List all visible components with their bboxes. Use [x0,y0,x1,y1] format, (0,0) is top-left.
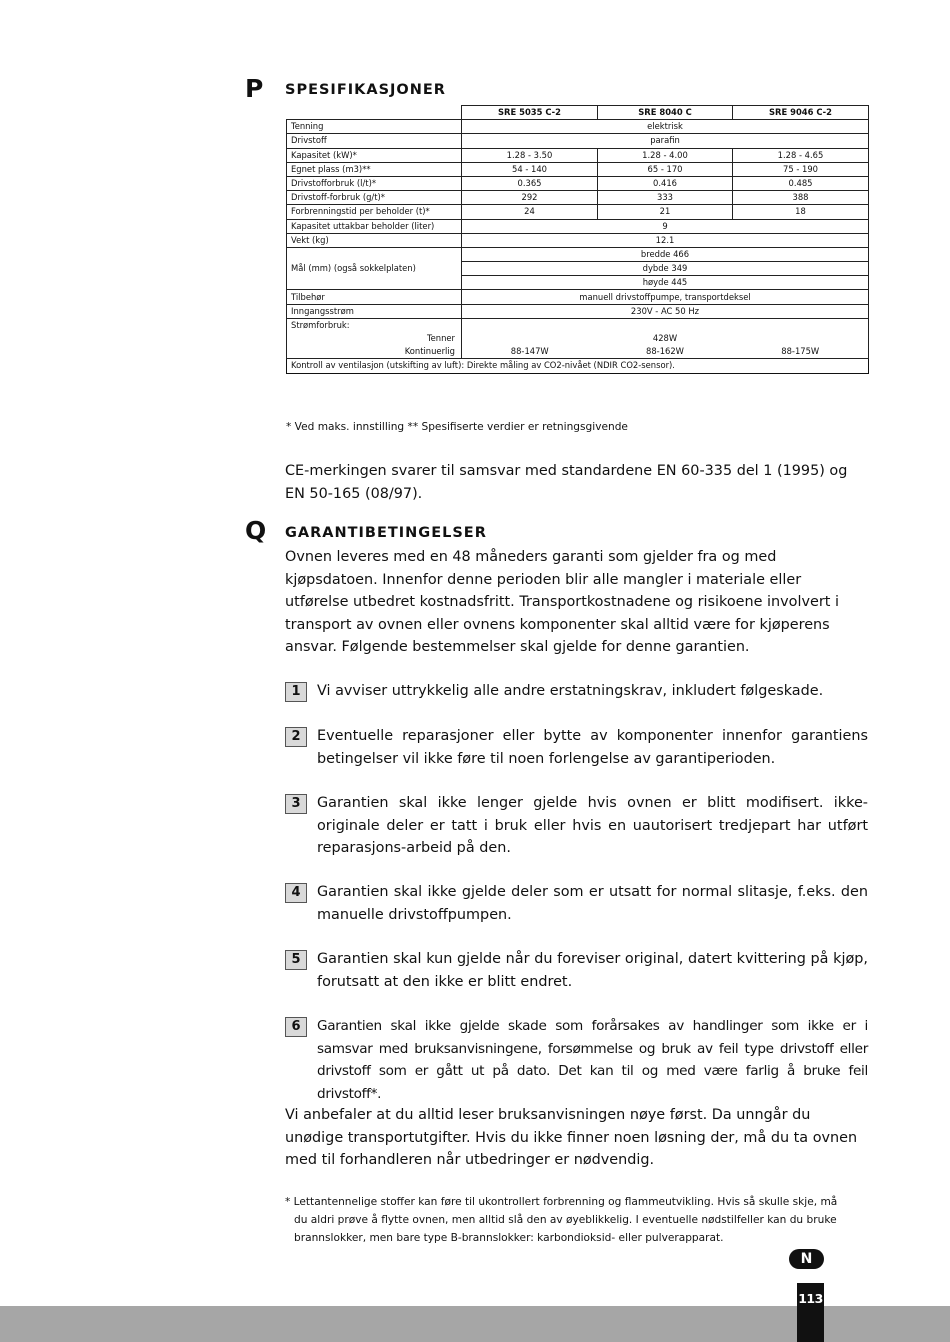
row-label: Kontroll av ventilasjon (utskifting av luft): Direkte måling av CO2-nivået (NDIR CO2-sensor). [287,359,869,373]
row-value: 1.28 - 4.00 [598,148,733,162]
table-row [287,191,869,205]
row-label: Strømforbruk: [287,318,462,332]
section-title-warranty: GARANTIBETINGELSER [285,525,487,541]
row-value: 18 [733,205,869,219]
row-value: 0.365 [462,176,598,190]
item-number: 3 [285,794,307,814]
section-letter-q: Q [245,516,267,545]
row-label: Kapasitet uttakbar beholder (liter) [287,219,462,233]
footnote-line: * Lettantennelige stoffer kan føre til ukontrollert forbrenning og flammeutvikling. Hvis så skulle skje, må [285,1196,838,1208]
row-label: Tilbehør [287,290,462,304]
item-number: 2 [285,727,307,747]
row-value: 428W [462,332,869,345]
row-value: bredde 466 [462,247,869,261]
item-text: Garantien skal ikke gjelde deler som er utsatt for normal slitasje, f.eks. den manuelle drivstoffpumpen. [317,884,868,923]
row-value: 292 [462,191,598,205]
item-text: Garantien skal ikke gjelde skade som forårsakes av handlinger som ikke er i samsvar med bruksanvisningene, forsømmelse og bruk av feil type drivstoff eller drivstoff som er gått ut på dato. Det kan til og med være farlig å bruke feil drivstoff*. [317,1018,868,1102]
item-number: 5 [285,950,307,970]
row-value: 21 [598,205,733,219]
row-value: 0.416 [598,176,733,190]
row-label: Egnet plass (m3)** [287,162,462,176]
table-row [287,290,869,304]
row-label: Drivstoff [287,134,462,148]
table-row [287,219,869,233]
table-row [287,148,869,162]
row-value: 54 - 140 [462,162,598,176]
item-text: Garantien skal kun gjelde når du foreviser original, datert kvittering på kjøp, forutsatt at den ikke er blitt endret. [317,951,868,990]
model-header: SRE 5035 C-2 [462,106,598,120]
row-value: 0.485 [733,176,869,190]
ce-marking-text: CE-merkingen svarer til samsvar med standardene EN 60-335 del 1 (1995) og EN 50-165 (08/97). [285,463,848,502]
row-label: Kapasitet (kW)* [287,148,462,162]
model-header: SRE 8040 C [598,106,733,120]
closing-text: Vi anbefaler at du alltid leser bruksanvisningen nøye først. Da unngår du unødige transportutgifter. Hvis du ikke finner noen løsning der, må du ta ovnen med til forhandleren når utbedringer er nødvendig. [285,1107,858,1168]
table-row [287,134,869,148]
item-text: Garantien skal ikke lenger gjelde hvis ovnen er blitt modifisert. ikke-originale deler er tatt i bruk eller hvis en uautorisert tredjepart har utført reparasjons-arbeid på den. [317,795,868,856]
warranty-intro: Ovnen leveres med en 48 måneders garanti som gjelder fra og med kjøpsdatoen. Innenfor denne perioden blir alle mangler i materiale eller utførelse utbedret kostnadsfritt. Transportkostnadene og risikoene involvert i transport av ovnen eller ovnens komponenter skal alltid være for kjøperens ansvar. Følgende bestemmelser skal gjelde for denne garantien. [285,549,839,655]
row-value: 65 - 170 [598,162,733,176]
table-row [287,162,869,176]
table-header-row [287,106,869,120]
row-value: 88-162W [598,345,733,359]
row-value: 12.1 [462,233,869,247]
table-row [287,359,869,373]
item-text: Vi avviser uttrykkelig alle andre erstatningskrav, inkludert følgeskade. [317,683,824,699]
row-label: Tenning [287,120,462,134]
table-row [287,205,869,219]
row-value: parafin [462,134,869,148]
footnote-line: du aldri prøve å flytte ovnen, men alltid slå den av øyeblikkelig. I eventuelle nødstilfeller kan du bruke [294,1214,837,1226]
row-label: Inngangsstrøm [287,304,462,318]
row-value: 230V - AC 50 Hz [462,304,869,318]
row-value: manuell drivstoffpumpe, transportdeksel [462,290,869,304]
item-text: Eventuelle reparasjoner eller bytte av komponenter innenfor garantiens betingelser vil ikke føre til noen forlengelse av garantiperioden. [317,728,868,767]
row-sublabel: Kontinuerlig [287,345,462,359]
item-number: 6 [285,1017,307,1037]
table-row [287,176,869,190]
row-value: elektrisk [462,120,869,134]
table-row [287,233,869,247]
language-badge: N [789,1249,824,1269]
specifications-table [286,105,869,374]
row-value: 88-147W [462,345,598,359]
section-title-specifications: SPESIFIKASJONER [285,82,446,98]
row-value: dybde 349 [462,262,869,276]
table-row [287,345,869,359]
row-value: høyde 445 [462,276,869,290]
page-number: 113 [798,1291,823,1306]
table-row [287,120,869,134]
table-row [287,332,869,345]
table-footnote: * Ved maks. innstilling ** Spesifiserte verdier er retningsgivende [286,421,628,433]
row-label: Forbrenningstid per beholder (t)* [287,205,462,219]
item-number: 4 [285,883,307,903]
row-value: 75 - 190 [733,162,869,176]
row-label: Drivstoff-forbruk (g/t)* [287,191,462,205]
row-value: 9 [462,219,869,233]
row-sublabel: Tenner [287,332,462,345]
row-value: 1.28 - 3.50 [462,148,598,162]
footnote-line: brannslokker, men bare type B-brannslokker: karbondioksid- eller pulverapparat. [294,1232,724,1244]
row-value: 88-175W [733,345,869,359]
row-value: 1.28 - 4.65 [733,148,869,162]
row-value: 388 [733,191,869,205]
table-row [287,247,869,261]
row-label: Drivstofforbruk (l/t)* [287,176,462,190]
item-number: 1 [285,682,307,702]
row-value: 333 [598,191,733,205]
model-header: SRE 9046 C-2 [733,106,869,120]
table-row [287,318,869,332]
table-row [287,304,869,318]
section-letter-p: P [245,74,264,103]
row-value: 24 [462,205,598,219]
footnote [285,1193,869,1247]
row-label: Mål (mm) (også sokkelplaten) [287,247,462,290]
row-label: Vekt (kg) [287,233,462,247]
